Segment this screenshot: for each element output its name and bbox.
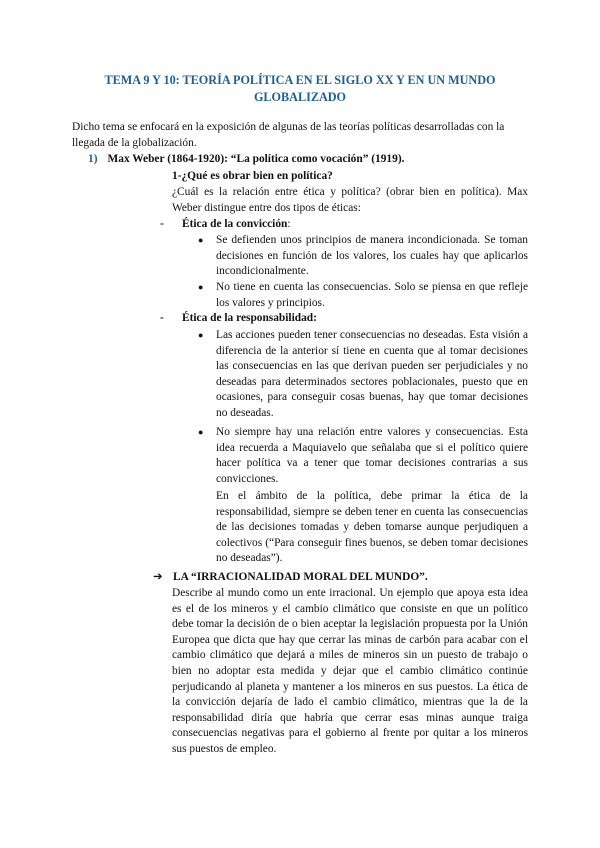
list-item bbox=[198, 425, 528, 487]
list-item bbox=[198, 233, 528, 280]
question-paragraph: ¿Cuál es la relación entre ética y política? (obrar bien en política). Max Weber distingue entre dos tipos de éticas: bbox=[172, 186, 528, 214]
dash-marker: - bbox=[160, 218, 164, 230]
list-item-continuation: En el ámbito de la política, debe primar la ética de la responsabilidad, siempre se deben tener en cuenta las consecuencias de las decisiones tomadas y deben tomarse aunque perjudiquen a colectivos (“Para conseguir fines buenos, se deben tomar decisiones no deseadas”). bbox=[216, 490, 528, 565]
list-item-text: No tiene en cuenta las consecuencias. Solo se piensa en que refleje los valores y principios. bbox=[216, 281, 528, 309]
bullet-dot-icon: ● bbox=[198, 235, 204, 245]
list-item-text: Las acciones pueden tener consecuencias no deseadas. Esta visión a diferencia de la anterior sí tiene en cuenta que al tomar decisiones las consecuencias en las que derivan pueden ser perjudiciales y no deseadas para determinados sectores poblacionales, puesto que en ocasiones, para conseguir cosas buenas, hay que tomar decisiones no deseadas. bbox=[216, 329, 528, 419]
ethic-conviction-colon: : bbox=[287, 218, 291, 230]
bullet-dot-icon: ● bbox=[198, 427, 204, 437]
right-arrow-icon: ➔ bbox=[153, 571, 163, 583]
dash-marker: - bbox=[160, 312, 164, 324]
intro-paragraph: Dicho tema se enfocará en la exposición de algunas de las teorías políticas desarrolladas con la llegada de la globalización. bbox=[72, 121, 505, 149]
bullet-dot-icon: ● bbox=[198, 330, 204, 340]
section-number: 1) bbox=[88, 153, 98, 165]
ethic-responsibility-label: Ética de la responsabilidad: bbox=[182, 312, 317, 324]
ethic-responsibility-heading bbox=[160, 311, 530, 327]
list-item bbox=[198, 280, 528, 311]
ethic-conviction-heading bbox=[160, 217, 530, 233]
list-item-text: Se defienden unos principios de manera incondicionada. Se toman decisiones en función de los valores, los cuales hay que aplicarlos incondicionalmente. bbox=[216, 234, 528, 278]
list-item-text: No siempre hay una relación entre valores y consecuencias. Esta idea recuerda a Maquiavelo que señalaba que si el político quiere hacer política va a tener que tomar decisiones contrarias a sus convicciones. bbox=[216, 426, 528, 485]
section-heading-text: Max Weber (1864-1920): “La política como vocación” (1919). bbox=[107, 153, 405, 165]
document-title: TEMA 9 Y 10: TEORÍA POLÍTICA EN EL SIGLO XX Y EN UN MUNDO GLOBALIZADO bbox=[104, 73, 496, 104]
subsection-heading: 1-¿Qué es obrar bien en política? bbox=[172, 170, 333, 182]
ethic-conviction-label: Ética de la convicción bbox=[182, 218, 288, 230]
list-item bbox=[198, 328, 528, 422]
irrationality-paragraph: Describe al mundo como un ente irracional. Un ejemplo que apoya esta idea es el de los mineros y el cambio climático que consiste en que un político debe tomar la decisión de o bien aceptar la legislación propuesta por la Unión Europea que dicta que hay que cerrar las minas de carbón para acabar con el cambio climático que dejará a miles de mineros sin un puesto de trabajo o bien no adoptar esta medida y dejar que el cambio climático continúe perjudicando al planeta y mantener a los mineros en sus puestos. La ética de la convicción dejaría de lado el cambio climático, mientras que la de la responsabilidad diría que habría que cerrar esas minas aunque traiga consecuencias negativas para el gobierno al frente por quitar a los mineros sus puestos de empleo. bbox=[172, 587, 528, 755]
bullet-dot-icon: ● bbox=[198, 282, 204, 292]
irrationality-heading-text: LA “IRRACIONALIDAD MORAL DEL MUNDO”. bbox=[173, 571, 428, 583]
section-heading bbox=[88, 152, 528, 168]
irrationality-heading bbox=[153, 570, 533, 586]
